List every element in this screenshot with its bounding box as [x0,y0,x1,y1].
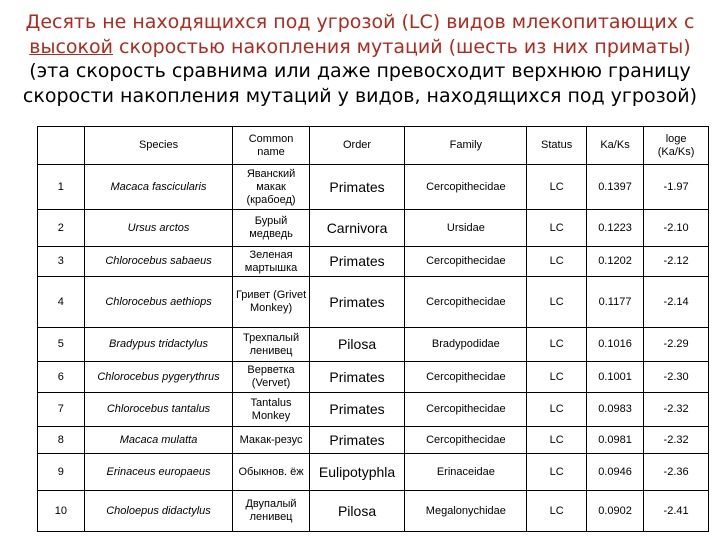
title-line-2: высокой скоростью накопления мутаций (шесть из них приматы) [29,35,691,58]
cell-order: Carnivora [309,210,405,247]
cell-family: Ursidae [405,210,527,247]
cell-family: Cercopithecidae [405,277,527,328]
header-species: Species [84,127,233,165]
cell-species: Macaca fascicularis [84,165,233,210]
cell-kaks: 0.1202 [586,247,643,277]
title-line-3: (эта скорость сравнима или даже превосходит верхнюю границу [29,60,691,82]
cell-log-kaks: -2.32 [644,393,709,427]
cell-log-kaks: -2.14 [644,277,709,328]
cell-status: LC [527,247,586,277]
cell-log-kaks: -2.30 [644,362,709,393]
cell-status: LC [527,393,586,427]
cell-family: Bradypodidae [405,328,527,362]
cell-species: Chlorocebus pygerythrus [84,362,233,393]
cell-kaks: 0.1397 [586,165,643,210]
cell-family: Cercopithecidae [405,393,527,427]
cell-kaks: 0.0946 [586,454,643,491]
cell-num: 4 [38,277,85,328]
cell-order: Primates [309,362,405,393]
cell-num: 2 [38,210,85,247]
cell-common-name: Верветка (Vervet) [233,362,309,393]
cell-status: LC [527,362,586,393]
cell-common-name: Двупалый ленивец [233,491,309,532]
table-row [38,165,709,210]
cell-common-name: Зеленая мартышка [233,247,309,277]
header-family: Family [405,127,527,165]
table-row [38,491,709,532]
cell-family: Cercopithecidae [405,247,527,277]
table-row [38,362,709,393]
cell-kaks: 0.0981 [586,427,643,454]
cell-family: Megalonychidae [405,491,527,532]
cell-kaks: 0.1177 [586,277,643,328]
header-order: Order [309,127,405,165]
cell-status: LC [527,277,586,328]
cell-log-kaks: -2.10 [644,210,709,247]
cell-order: Primates [309,277,405,328]
cell-order: Primates [309,247,405,277]
cell-species: Chlorocebus tantalus [84,393,233,427]
cell-kaks: 0.1016 [586,328,643,362]
cell-status: LC [527,165,586,210]
cell-common-name: Tantalus Monkey [233,393,309,427]
cell-status: LC [527,454,586,491]
cell-num: 9 [38,454,85,491]
cell-kaks: 0.0983 [586,393,643,427]
cell-common-name: Трехпалый ленивец [233,328,309,362]
cell-log-kaks: -2.32 [644,427,709,454]
cell-species: Erinaceus europaeus [84,454,233,491]
cell-num: 1 [38,165,85,210]
cell-status: LC [527,491,586,532]
table-row [38,328,709,362]
cell-species: Ursus arctos [84,210,233,247]
cell-status: LC [527,328,586,362]
cell-common-name: Гривет (Grivet Monkey) [233,277,309,328]
cell-family: Cercopithecidae [405,427,527,454]
table-row [38,427,709,454]
cell-log-kaks: -2.29 [644,328,709,362]
header-kaks: Ka/Ks [586,127,643,165]
cell-order: Primates [309,427,405,454]
cell-num: 6 [38,362,85,393]
cell-species: Chlorocebus aethiops [84,277,233,328]
title-line-1: Десять не находящихся под угрозой (LC) видов млекопитающих с [25,11,695,33]
cell-family: Cercopithecidae [405,362,527,393]
cell-num: 10 [38,491,85,532]
header-row [38,127,709,165]
cell-family: Erinaceidae [405,454,527,491]
slide-title [0,10,720,108]
cell-log-kaks: -2.41 [644,491,709,532]
header-common-name: Common name [233,127,309,165]
table-row [38,210,709,247]
cell-num: 5 [38,328,85,362]
cell-order: Pilosa [309,328,405,362]
header-status: Status [527,127,586,165]
header-log-kaks: loge (Ka/Ks) [644,127,709,165]
cell-species: Bradypus tridactylus [84,328,233,362]
cell-species: Choloepus didactylus [84,491,233,532]
table-row [38,247,709,277]
cell-num: 3 [38,247,85,277]
cell-num: 7 [38,393,85,427]
table-row [38,393,709,427]
cell-common-name: Обыкнов. ёж [233,454,309,491]
table-row [38,454,709,491]
cell-kaks: 0.1223 [586,210,643,247]
cell-species: Macaca mulatta [84,427,233,454]
cell-kaks: 0.1001 [586,362,643,393]
cell-log-kaks: -2.12 [644,247,709,277]
cell-species: Chlorocebus sabaeus [84,247,233,277]
cell-common-name: Макак-резус [233,427,309,454]
header-num [38,127,85,165]
title-line-4: скорости накопления мутаций у видов, находящихся под угрозой) [22,84,698,107]
cell-order: Eulipotyphla [309,454,405,491]
species-table [37,126,709,532]
cell-order: Primates [309,393,405,427]
cell-order: Primates [309,165,405,210]
cell-log-kaks: -2.36 [644,454,709,491]
cell-common-name: Бурый медведь [233,210,309,247]
cell-status: LC [527,427,586,454]
cell-log-kaks: -1.97 [644,165,709,210]
table-row [38,277,709,328]
cell-common-name: Яванский макак (крабоед) [233,165,309,210]
cell-family: Cercopithecidae [405,165,527,210]
cell-kaks: 0.0902 [586,491,643,532]
cell-num: 8 [38,427,85,454]
cell-status: LC [527,210,586,247]
cell-order: Pilosa [309,491,405,532]
